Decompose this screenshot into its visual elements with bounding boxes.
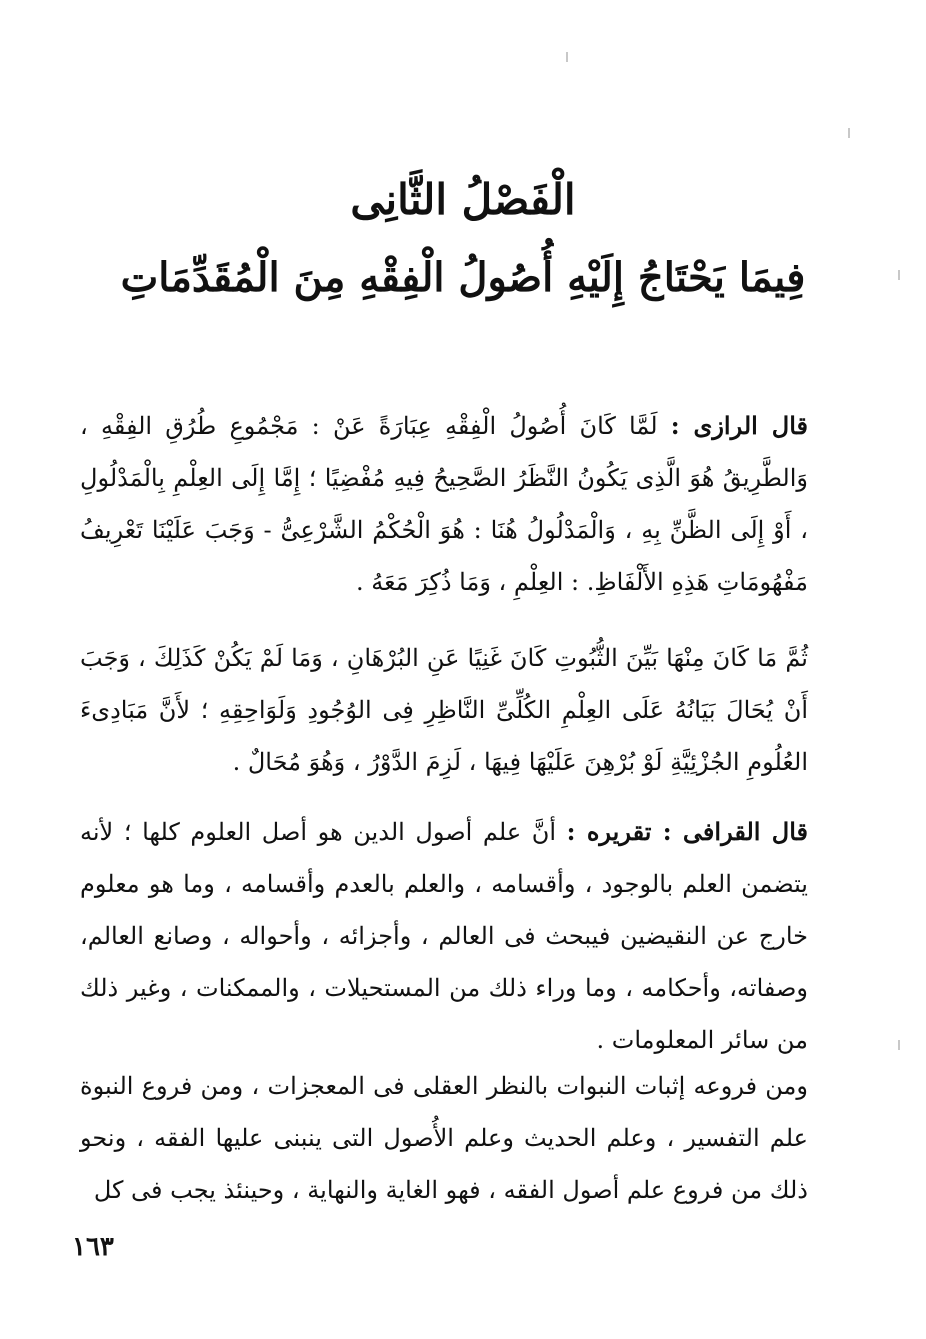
chapter-heading [0, 170, 926, 308]
paragraph-text: ثُمَّ مَا كَانَ مِنْهَا بَيِّنَ الثُّبُوتِ كَانَ غَنِيًا عَنِ البُرْهَانِ ، وَمَا لَمْ يَكُنْ كَذَلِكَ ، وَجَبَ أَنْ يُحَالَ بَيَانُهُ عَلَى العِلْمِ الكُلِّىِّ النَّاظِرِ فِى الوُجُودِ وَلَوَاحِقِهِ ؛ لأَنَّ مَبَادِىءَ العُلُومِ الجُزْئِيَّةِ لَوْ بُرْهِنَ عَلَيْهَا فِيهَا ، لَزِمَ الدَّوْرُ ، وَهُوَ مُحَالٌ . [80, 644, 808, 776]
scan-mark [566, 52, 568, 62]
scan-mark [848, 128, 850, 138]
speaker-label: قال الرازى : [670, 411, 808, 440]
paragraph-text: لَمَّا كَانَ أُصُولُ الْفِقْهِ عِبَارَةً عَنْ : مَجْمُوعِ طُرُقِ الفِقْهِ ، وَالطَّرِيقُ هُوَ الَّذِى يَكُونُ النَّظَرُ الصَّحِيحُ فِيهِ مُفْضِيًا ؛ إِمَّا إِلَى العِلْمِ بِالْمَدْلُولِ ، أَوْ إِلَى الظَّنِّ بِهِ ، وَالْمَدْلُولُ هُنَا : هُوَ الْحُكْمُ الشَّرْعِىُّ - وَجَبَ عَلَيْنَا تَعْرِيفُ مَفْهُومَاتِ هَذِهِ الأَلْفَاظِ. : العِلْمِ ، وَمَا ذُكِرَ مَعَهُ . [80, 412, 808, 596]
paragraph-razi [80, 400, 808, 608]
paragraph-text: أنَّ علم أصول الدين هو أصل العلوم كلها ؛ لأنه يتضمن العلم بالوجود ، وأقسامه ، والعلم بالعدم وأقسامه ، وما هو معلوم خارج عن النقيضين فيبحث فى العالم ، وأجزائه ، وأحواله ، وصانع العالم، وصفاته، وأحكامه ، وما وراء ذلك من المستحيلات ، والممكنات ، وغير ذلك من سائر المعلومات . [80, 818, 808, 1054]
scan-mark [898, 1040, 900, 1050]
speaker-label: قال القرافى : تقريره : [566, 817, 808, 846]
page-number: ١٦٣ [72, 1232, 114, 1262]
paragraph-qarafi-continued [80, 1060, 808, 1216]
chapter-subtitle: فِيمَا يَحْتَاجُ إِلَيْهِ أُصُولُ الْفِقْهِ مِنَ الْمُقَدِّمَاتِ [120, 254, 806, 301]
paragraph-qarafi [80, 806, 808, 1066]
chapter-title: الْفَصْلُ الثَّانِى [350, 175, 576, 224]
paragraph-text: ومن فروعه إثبات النبوات بالنظر العقلى فى المعجزات ، ومن فروع النبوة علم التفسير ، وعلم الحديث وعلم الأُصول التى ينبنى عليها الفقه ، ونحو ذلك من فروع علم أصول الفقه ، فهو الغاية والنهاية ، وحينئذ يجب فى كل [80, 1072, 808, 1204]
paragraph-razi-continued [80, 632, 808, 788]
